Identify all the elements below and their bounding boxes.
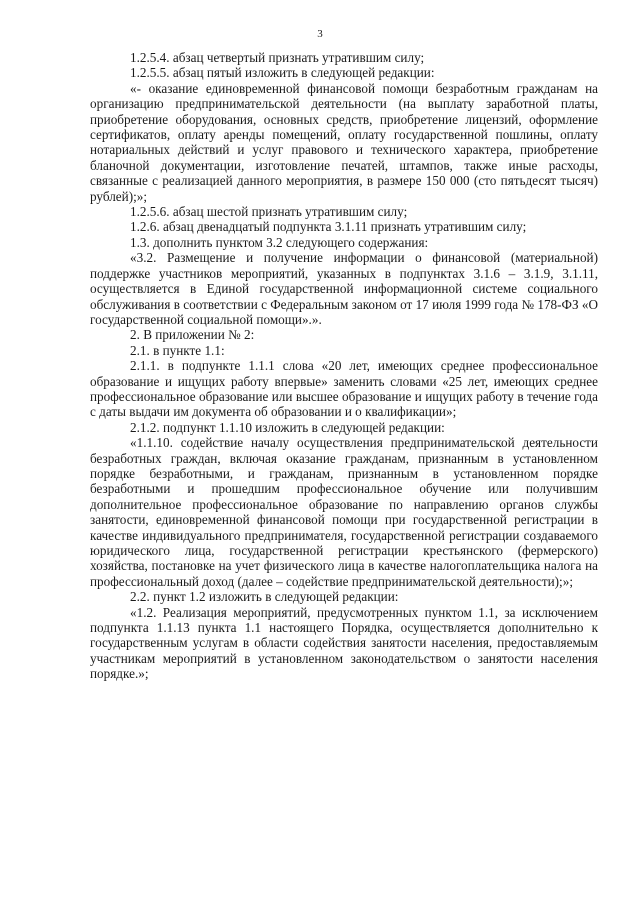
paragraph-1-2-5-6: 1.2.5.6. абзац шестой признать утратившим силу; bbox=[130, 204, 408, 220]
paragraph-1-2-5-5: 1.2.5.5. абзац пятый изложить в следующей редакции: bbox=[130, 65, 435, 81]
document-body bbox=[90, 50, 598, 682]
page-number: 3 bbox=[317, 28, 323, 40]
paragraph-financial-aid: «- оказание единовременной финансовой помощи безработным гражданам на организацию предпринимательской деятельности (на выплату заработной платы, приобретение оборудования, основных средств, приобретение лицензий, оформление сертификатов, оплату аренды помещений, оплату государственной пошлины, оплату нотариальных действий и услуг правового и технического характера, приобретение бланочной документации, изготовление печатей, штампов, также иные расходы, связанные с реализацией данного мероприятия, в размере 150 000 (сто пятьдесят тысяч) рублей);»; bbox=[90, 80, 598, 204]
paragraph-1-2-6: 1.2.6. абзац двенадцатый подпункта 3.1.11 признать утратившим силу; bbox=[130, 219, 527, 235]
paragraph-2-1-2: 2.1.2. подпункт 1.1.10 изложить в следующей редакции: bbox=[130, 419, 445, 435]
paragraph-2: 2. В приложении № 2: bbox=[130, 327, 255, 343]
paragraph-2-1-1: 2.1.1. в подпункте 1.1.1 слова «20 лет, имеющих среднее профессиональное образование и ищущих работу впервые» заменить словами «25 лет, имеющих среднее профессиональное образование или высшее образование и ищущих работу в течение года с даты выдачи им документа об образовании и о квалификации»; bbox=[90, 358, 598, 420]
paragraph-2-1: 2.1. в пункте 1.1: bbox=[130, 342, 225, 358]
paragraph-1-2: «1.2. Реализация мероприятий, предусмотренных пунктом 1.1, за исключением подпункта 1.1.13 пункта 1.1 настоящего Порядка, осуществляется дополнительно к государственным услугам в области содействия занятости населения, предоставляемым участникам мероприятий в установленном законодательством о занятости населения порядке.»; bbox=[90, 604, 598, 682]
paragraph-1-1-10: «1.1.10. содействие началу осуществления предпринимательской деятельности безработных граждан, включая оказание гражданам, признанным в установленном порядке безработными, и гражданам, признанным в установленном порядке безработными и прошедшим профессиональное обучение или получившим дополнительное профессиональное образование по направлению органов службы занятости, единовременной финансовой помощи при государственной регистрации в качестве индивидуального предпринимателя, государственной регистрации создаваемого юридического лица, государственной регистрации крестьянского (фермерского) хозяйства, постановке на учет физического лица в качестве налогоплательщика налога на профессиональный доход (далее – содействие предпринимательской деятельности);»; bbox=[90, 435, 598, 589]
paragraph-1-2-5-4: 1.2.5.4. абзац четвертый признать утратившим силу; bbox=[130, 50, 425, 65]
paragraph-1-3: 1.3. дополнить пунктом 3.2 следующего содержания: bbox=[130, 234, 429, 250]
paragraph-2-2: 2.2. пункт 1.2 изложить в следующей редакции: bbox=[130, 589, 399, 605]
paragraph-3-2: «3.2. Размещение и получение информации о финансовой (материальной) поддержке участников мероприятий, указанных в подпунктах 3.1.6 – 3.1.9, 3.1.11, осуществляется в Единой государственной информационной системе социального обслуживания в соответствии с Федеральным законом от 17 июля 1999 года № 178-ФЗ «О государственной социальной помощи».». bbox=[90, 250, 598, 327]
